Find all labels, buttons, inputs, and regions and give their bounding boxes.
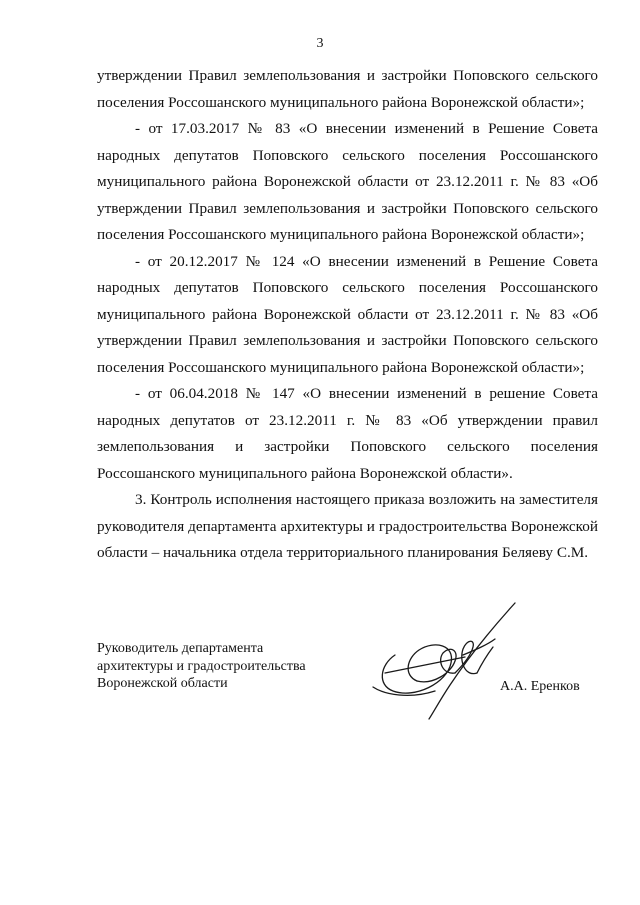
page-number: 3 <box>316 36 324 51</box>
paragraph-amendment-2017-12: - от 20.12.2017 № 124 «О внесении изменений в Решение Совета народных депутатов Поповского сельского поселения Россошанского муниципального района Воронежской области от 23.12.2011 г. № 83 «Об утверждении Правил землепользования и застройки Поповского сельского поселения Россошанского муниципального района Воронежской области»; <box>97 252 598 376</box>
paragraph-control-clause: 3. Контроль исполнения настоящего приказа возложить на заместителя руководителя департамента архитектуры и градостроительства Воронежской области – начальника отдела территориального планирования Беляеву С.М. <box>97 491 598 561</box>
signatory-title-line-2: архитектуры и градостроительства <box>97 658 306 674</box>
paragraph-amendment-2018-04: - от 06.04.2018 № 147 «О внесении изменений в решение Совета народных депутатов от 23.12.2011 г. № 83 «Об утверждении правил землепользования и застройки Поповского сельского поселения Россошанского муниципального района Воронежской области». <box>97 385 598 482</box>
document-body <box>97 63 598 567</box>
paragraph-continuation: утверждении Правил землепользования и застройки Поповского сельского поселения Россошанского муниципального района Воронежской области»; <box>97 67 598 111</box>
paragraph-amendment-2017-03: - от 17.03.2017 № 83 «О внесении изменений в Решение Совета народных депутатов Поповского сельского поселения Россошанского муниципального района Воронежской области от 23.12.2011 г. № 83 «Об утверждении Правил землепользования и застройки Поповского сельского поселения Россошанского муниципального района Воронежской области»; <box>97 120 598 243</box>
signer-name: А.А. Еренков <box>500 679 580 694</box>
signatory-title <box>97 640 306 693</box>
handwritten-signature <box>355 595 530 725</box>
signatory-title-line-3: Воронежской области <box>97 676 228 691</box>
signatory-title-line-1: Руководитель департамента <box>97 641 264 656</box>
